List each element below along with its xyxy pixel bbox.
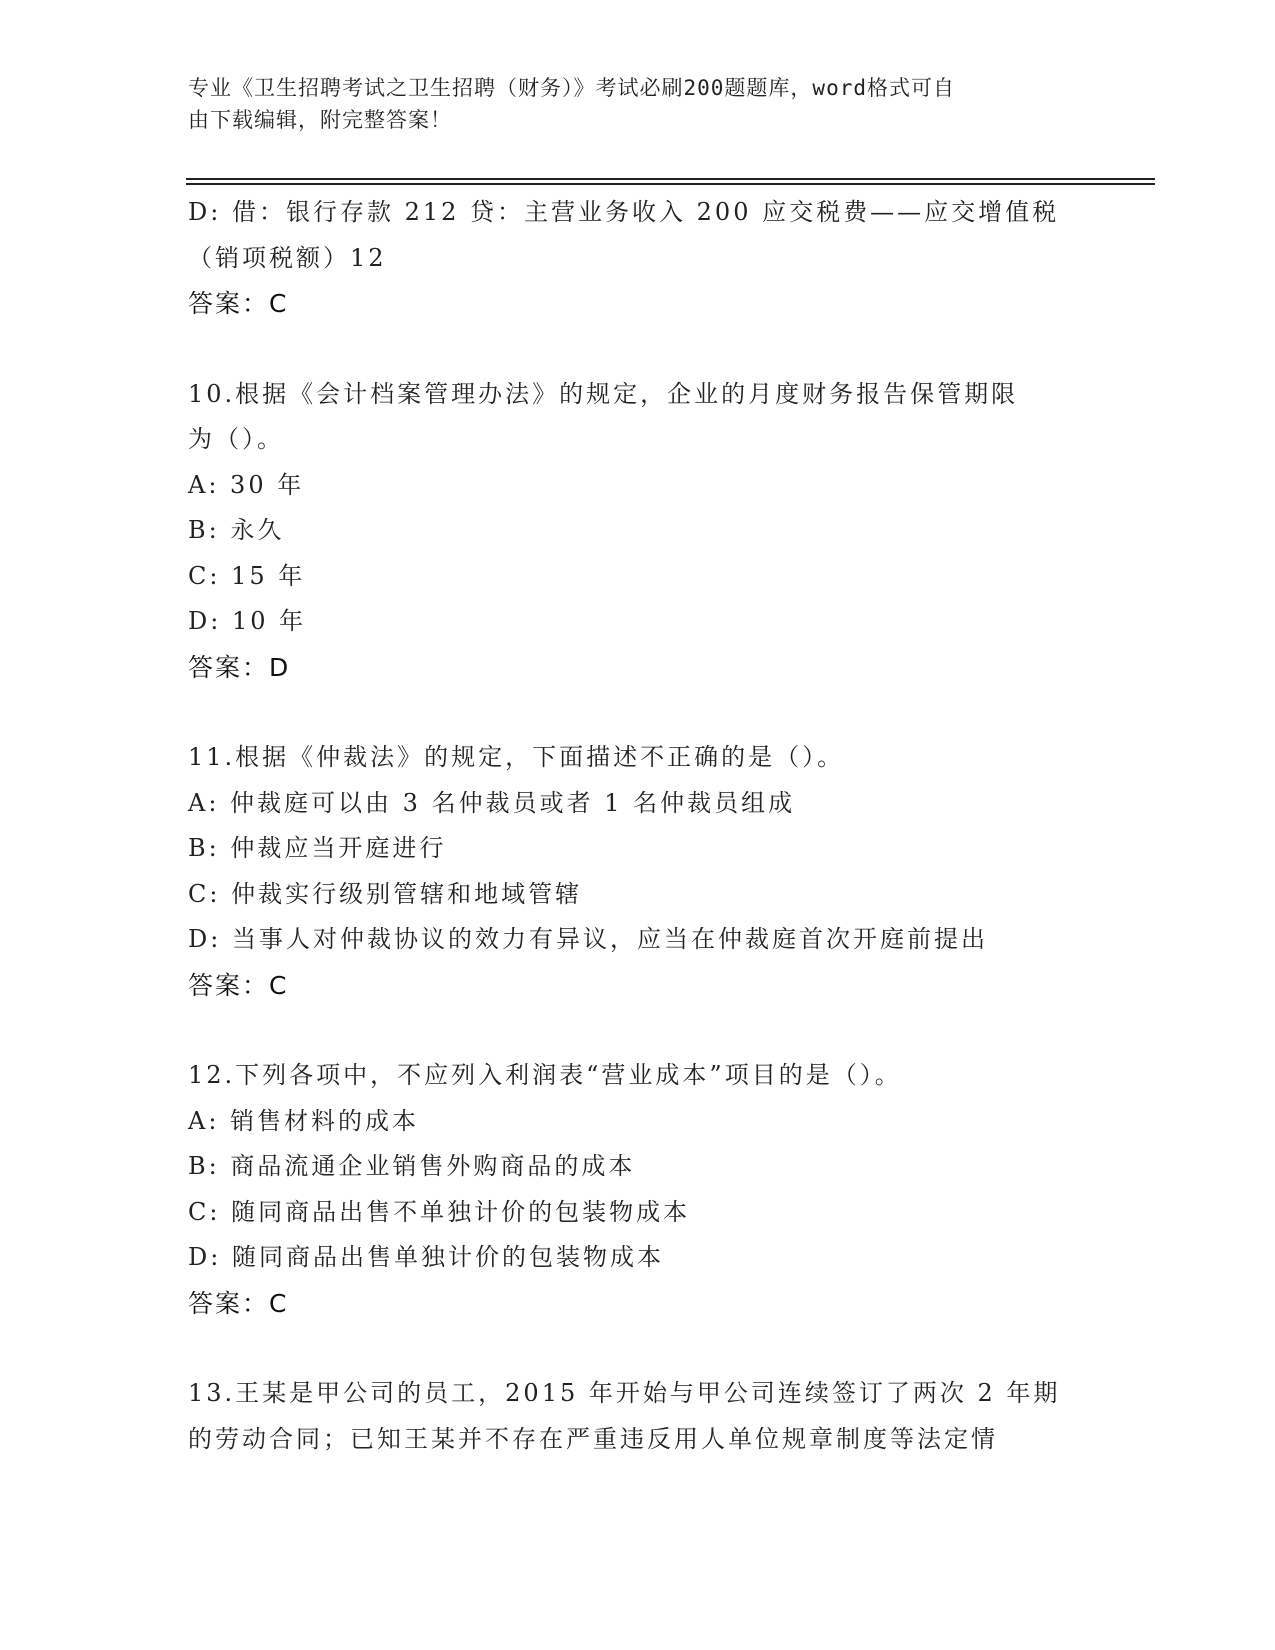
option-d: D: 借：银行存款 212 贷：主营业务收入 200 应交税费——应交增值税 (188, 198, 1060, 226)
question-stem: 10.根据《会计档案管理办法》的规定，企业的月度财务报告保管期限 (188, 379, 1019, 408)
question-11 (188, 735, 1088, 1008)
question-stem: 12.下列各项中，不应列入利润表“营业成本”项目的是（）。 (188, 1061, 902, 1089)
answer-line: 答案：D (188, 652, 291, 682)
answer-line: 答案：C (188, 289, 289, 318)
option-c: C: 随同商品出售不单独计价的包装物成本 (188, 1197, 691, 1226)
question-stem-continuation: 的劳动合同；已知王某并不存在严重违反用人单位规章制度等法定情 (188, 1424, 998, 1453)
option-d-continuation: （销项税额）12 (188, 243, 387, 272)
answer-line: 答案：C (188, 970, 289, 1000)
document-header (188, 72, 1078, 136)
question-13 (188, 1371, 1088, 1462)
question-stem: 13.王某是甲公司的员工，2015 年开始与甲公司连续签订了两次 2 年期 (188, 1379, 1061, 1407)
option-b: B: 仲裁应当开庭进行 (188, 834, 447, 862)
option-d: D: 随同商品出售单独计价的包装物成本 (188, 1243, 664, 1271)
option-c: C: 仲裁实行级别管辖和地域管辖 (188, 879, 583, 908)
header-line-2: 由下载编辑，附完整答案！ (188, 108, 452, 132)
option-a: A: 30 年 (188, 470, 305, 499)
option-d: D: 10 年 (188, 607, 307, 635)
question-12 (188, 1053, 1088, 1326)
option-c: C: 15 年 (188, 561, 306, 590)
question-stem-continuation: 为（）。 (188, 425, 284, 453)
option-a: A: 销售材料的成本 (188, 1106, 420, 1135)
answer-line: 答案：C (188, 1288, 289, 1318)
header-line-1: 专业《卫生招聘考试之卫生招聘（财务）》考试必刷200题题库，word格式可自 (188, 76, 955, 100)
question-stem: 11.根据《仲裁法》的规定，下面描述不正确的是（）。 (188, 743, 845, 771)
option-a: A: 仲裁庭可以由 3 名仲裁员或者 1 名仲裁员组成 (188, 788, 796, 817)
question-9-tail (188, 190, 1088, 327)
question-list (188, 190, 1088, 1462)
option-b: B: 商品流通企业销售外购商品的成本 (188, 1152, 636, 1180)
option-d: D: 当事人对仲裁协议的效力有异议，应当在仲裁庭首次开庭前提出 (188, 925, 988, 953)
header-divider-top (186, 178, 1155, 180)
question-10 (188, 372, 1088, 691)
option-b: B: 永久 (188, 516, 285, 544)
header-divider-bottom (186, 183, 1155, 185)
